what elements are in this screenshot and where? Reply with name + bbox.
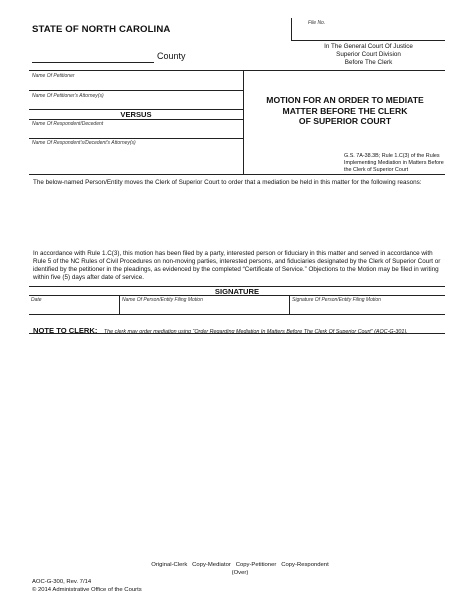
copy-distribution: Original-Clerk Copy-Mediator Copy-Petitioner Copy-Respondent: [151, 562, 329, 568]
petitioner-attorney-input[interactable]: [31, 98, 241, 108]
motion-title: [247, 95, 443, 127]
accordance-text: In accordance with Rule 1.C(3), this motion has been filed by a party, interested person or fiduciary in this matter and served in accordance with Rule 5 of the NC Rules of Civil Procedures on non-moving parties, interested persons, and fiduciaries designated by the Clerk of Superior Court or identified by the petitioner in the pleadings, as evidenced by the completed “Certificate of Service.” Objections to the Motion may be filed in writing within five (5) days after date of service.: [33, 250, 441, 281]
versus-label: VERSUS: [120, 110, 152, 119]
court-line-1: In The General Court Of Justice: [324, 43, 413, 50]
motion-title-line-3: OF SUPERIOR COURT: [298, 116, 392, 127]
signature-name-input[interactable]: [120, 303, 288, 313]
petitioner-rule: [29, 90, 243, 91]
over-label: (Over): [231, 570, 249, 576]
respondent-rule: [29, 138, 243, 139]
signature-heading-rule: [29, 295, 445, 296]
body-top-rule: [29, 174, 445, 175]
county-input[interactable]: [32, 51, 154, 63]
file-no-label: File No.: [308, 20, 326, 26]
signature-sig-input[interactable]: [290, 303, 444, 313]
signature-heading: SIGNATURE: [214, 287, 260, 296]
signature-bottom-rule: [29, 314, 445, 315]
respondent-input[interactable]: [31, 127, 241, 137]
note-to-clerk: [33, 320, 448, 338]
copyright-text: © 2014 Administrative Office of the Courts: [32, 587, 142, 593]
petitioner-input[interactable]: [31, 79, 241, 89]
statute-reference: [344, 153, 444, 174]
statute-line-2: Implementing Mediation in Matters Before: [344, 160, 444, 167]
top-border: [29, 70, 445, 71]
note-label: NOTE TO CLERK:: [33, 326, 98, 335]
respondent-attorney-input[interactable]: [31, 147, 241, 171]
form-number: AOC-G-300, Rev. 7/14: [32, 579, 92, 585]
motion-intro-text: The below-named Person/Entity moves the Clerk of Superior Court to order that a mediation be held in this matter for the following reasons:: [33, 179, 422, 186]
court-caption: [296, 43, 441, 68]
versus-bottom-rule: [29, 119, 243, 120]
note-text: The clerk may order mediation using “Order Regarding Mediation In Matters Before The Clerk Of Superior Court” (AOC-G-301).: [103, 329, 408, 335]
parties-divider: [243, 70, 244, 174]
statute-line-3: the Clerk of Superior Court: [344, 167, 409, 174]
file-no-divider: [291, 18, 292, 40]
court-line-2: Superior Court Division: [336, 51, 401, 59]
motion-title-line-2: MATTER BEFORE THE CLERK: [282, 105, 408, 116]
state-title: STATE OF NORTH CAROLINA: [32, 24, 171, 35]
motion-title-line-1: MOTION FOR AN ORDER TO MEDIATE: [266, 95, 424, 105]
signature-date-input[interactable]: [30, 303, 118, 313]
file-no-input[interactable]: [293, 27, 443, 39]
signature-name-label: Name Of Person/Entity Filing Motion: [122, 297, 203, 303]
petitioner-attorney-label: Name Of Petitioner's Attorney(s): [32, 93, 104, 99]
respondent-attorney-label: Name Of Respondent's/Decedent's Attorney(s): [32, 140, 136, 146]
file-no-underline: [291, 40, 445, 41]
respondent-label: Name Of Respondent/Decedent: [32, 121, 104, 127]
county-label: County: [157, 51, 186, 61]
court-line-3: Before The Clerk: [344, 59, 393, 67]
signature-date-label: Date: [31, 297, 42, 303]
note-bottom-rule: [29, 333, 445, 334]
petitioner-label: Name Of Petitioner: [32, 73, 75, 79]
statute-line-1: G.S. 7A-38.3B; Rule 1.C(3) of the Rules: [344, 153, 440, 159]
signature-sig-label: Signature Of Person/Entity Filing Motion: [292, 297, 381, 303]
reasons-input[interactable]: [31, 196, 443, 248]
